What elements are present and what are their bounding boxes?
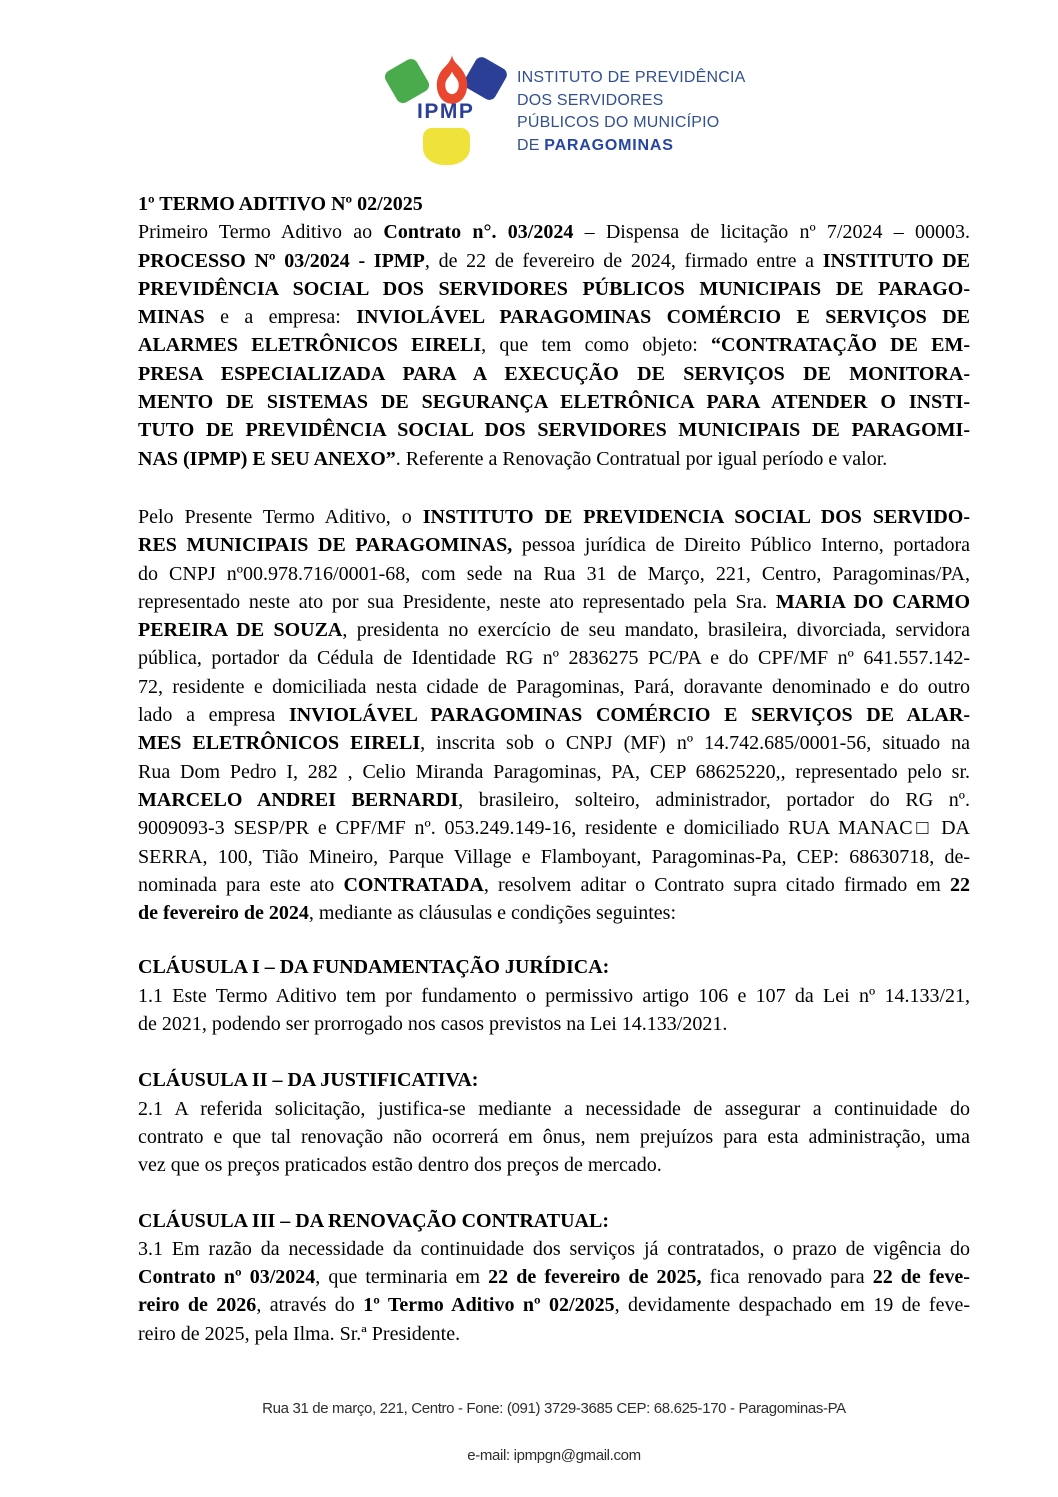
text-line: NAS (IPMP) E SEU ANEXO”. Referente a Renovação Contratual por igual período e valor. bbox=[138, 447, 888, 470]
logo-acronym: IPMP bbox=[417, 100, 475, 123]
text-line: reiro de 2025, pela Ilma. Sr.ª Presidente. bbox=[138, 1322, 461, 1345]
footer-email: e-mail: ipmpgn@gmail.com bbox=[467, 1447, 641, 1464]
clause-ii-heading: CLÁUSULA II – DA JUSTIFICATIVA: bbox=[138, 1069, 479, 1092]
logo-flame-icon bbox=[433, 54, 471, 106]
clause-i bbox=[138, 953, 970, 1038]
page-footer bbox=[138, 1400, 970, 1464]
logo-yellow-base-icon bbox=[423, 128, 470, 165]
text-line: PROCESSO Nº 03/2024 - IPMP, de 22 de fevereiro de 2024, firmado entre a INSTITUTO DE bbox=[138, 249, 970, 272]
text-line: MARCELO ANDREI BERNARDI, brasileiro, solteiro, administrador, portador do RG nº. bbox=[138, 788, 970, 811]
ipmp-logo bbox=[388, 54, 508, 169]
text-line: reiro de 2026, através do 1º Termo Aditivo nº 02/2025, devidamente despachado em 19 de feve- bbox=[138, 1294, 970, 1317]
org-name bbox=[517, 67, 757, 157]
text-line: TUTO DE PREVIDÊNCIA SOCIAL DOS SERVIDORES MUNICIPAIS DE PARAGOMI- bbox=[138, 419, 970, 442]
text-line: ALARMES ELETRÔNICOS EIRELI, que tem como objeto: “CONTRATAÇÃO DE EM- bbox=[138, 334, 971, 357]
footer-address: Rua 31 de março, 221, Centro - Fone: (091) 3729-3685 CEP: 68.625-170 - Paragominas-PA bbox=[262, 1400, 846, 1417]
text-line: 2.1 A referida solicitação, justifica-se mediante a necessidade de assegurar a continuidade do bbox=[138, 1097, 970, 1120]
org-name-line: PÚBLICOS DO MUNICÍPIO bbox=[517, 114, 720, 131]
text-line: Pelo Presente Termo Aditivo, o INSTITUTO DE PREVIDENCIA SOCIAL DOS SERVIDO- bbox=[138, 505, 970, 528]
text-line: do CNPJ nº00.978.716/0001-68, com sede na Rua 31 de Março, 221, Centro, Paragominas/PA, bbox=[138, 562, 970, 585]
text-line: MES ELETRÔNICOS EIRELI, inscrita sob o CNPJ (MF) nº 14.742.685/0001-56, situado na bbox=[138, 732, 971, 755]
text-line: SERRA, 100, Tião Mineiro, Parque Village e Flamboyant, Paragominas-Pa, CEP: 68630718, de- bbox=[138, 845, 970, 868]
text-line: Contrato nº 03/2024, que terminaria em 22 de fevereiro de 2025, fica renovado para 22 de feve- bbox=[138, 1266, 970, 1289]
text-line: Primeiro Termo Aditivo ao Contrato n°. 03/2024 – Dispensa de licitação nº 7/2024 – 00003. bbox=[138, 221, 970, 244]
text-line: pública, portador da Cédula de Identidade RG nº 2836275 PC/PA e do CPF/MF nº 641.557.142- bbox=[138, 647, 970, 670]
text-line: Rua Dom Pedro I, 282 , Celio Miranda Paragominas, PA, CEP 68625220,, representado pelo sr. bbox=[138, 760, 970, 783]
text-line: lado a empresa INVIOLÁVEL PARAGOMINAS COMÉRCIO E SERVIÇOS DE ALAR- bbox=[138, 704, 970, 727]
text-line: 1.1 Este Termo Aditivo tem por fundamento o permissivo artigo 106 e 107 da Lei nº 14.133/21, bbox=[138, 984, 970, 1007]
org-name-line: INSTITUTO DE PREVIDÊNCIA bbox=[517, 69, 746, 86]
text-line: 9009093-3 SESP/PR e CPF/MF nº. 053.249.149-16, residente e domiciliado RUA MANAC□ DA bbox=[138, 817, 970, 840]
clause-iii-heading: CLÁUSULA III – DA RENOVAÇÃO CONTRATUAL: bbox=[138, 1209, 609, 1232]
org-city: PARAGOMINAS bbox=[544, 136, 674, 154]
document-title: 1º TERMO ADITIVO Nº 02/2025 bbox=[138, 193, 423, 215]
text-line: contrato e que tal renovação não ocorrerá em ônus, nem prejuízos para esta administração, uma bbox=[138, 1125, 970, 1148]
parties-paragraph bbox=[138, 503, 970, 927]
text-line: PEREIRA DE SOUZA, presidenta no exercício de seu mandato, brasileira, divorciada, servidora bbox=[138, 619, 970, 642]
clause-iii-body bbox=[138, 1235, 970, 1348]
text-line: representado neste ato por sua Presidente, neste ato representado pela Sra. MARIA DO CARMO bbox=[138, 590, 970, 613]
text-line: PREVIDÊNCIA SOCIAL DOS SERVIDORES PÚBLICOS MUNICIPAIS DE PARAGO- bbox=[138, 277, 970, 300]
letterhead bbox=[388, 54, 758, 184]
text-line: vez que os preços praticados estão dentro dos preços de mercado. bbox=[138, 1154, 662, 1177]
text-line: nominada para este ato CONTRATADA, resolvem aditar o Contrato supra citado firmado em 22 bbox=[138, 873, 971, 896]
org-name-line bbox=[517, 135, 757, 158]
clause-i-body bbox=[138, 982, 970, 1039]
clause-ii bbox=[138, 1066, 970, 1179]
text-line: RES MUNICIPAIS DE PARAGOMINAS, pessoa jurídica de Direito Público Interno, portadora bbox=[138, 534, 970, 557]
clause-i-heading: CLÁUSULA I – DA FUNDAMENTAÇÃO JURÍDICA: bbox=[138, 956, 610, 979]
text-line: de fevereiro de 2024, mediante as cláusulas e condições seguintes: bbox=[138, 902, 676, 925]
text-line: MINAS e a empresa: INVIOLÁVEL PARAGOMINAS COMÉRCIO E SERVIÇOS DE bbox=[138, 306, 970, 329]
clause-iii bbox=[138, 1207, 970, 1348]
document-body bbox=[138, 190, 970, 1348]
text-line: 72, residente e domiciliada nesta cidade de Paragominas, Pará, doravante denominado e do outro bbox=[138, 675, 970, 698]
org-name-line: DOS SERVIDORES bbox=[517, 91, 664, 109]
text-line: PRESA ESPECIALIZADA PARA A EXECUÇÃO DE SERVIÇOS DE MONITORA- bbox=[138, 362, 970, 385]
org-city-prefix: DE bbox=[517, 136, 545, 154]
opening-paragraph bbox=[138, 218, 970, 473]
text-line: MENTO DE SISTEMAS DE SEGURANÇA ELETRÔNICA PARA ATENDER O INSTI- bbox=[138, 391, 970, 414]
text-line: 3.1 Em razão da necessidade da continuidade dos serviços já contratados, o prazo de vigência do bbox=[138, 1237, 970, 1260]
clause-ii-body bbox=[138, 1095, 970, 1180]
logo-green-diamond-icon bbox=[382, 56, 431, 105]
text-line: de 2021, podendo ser prorrogado nos casos previstos na Lei 14.133/2021. bbox=[138, 1013, 728, 1036]
